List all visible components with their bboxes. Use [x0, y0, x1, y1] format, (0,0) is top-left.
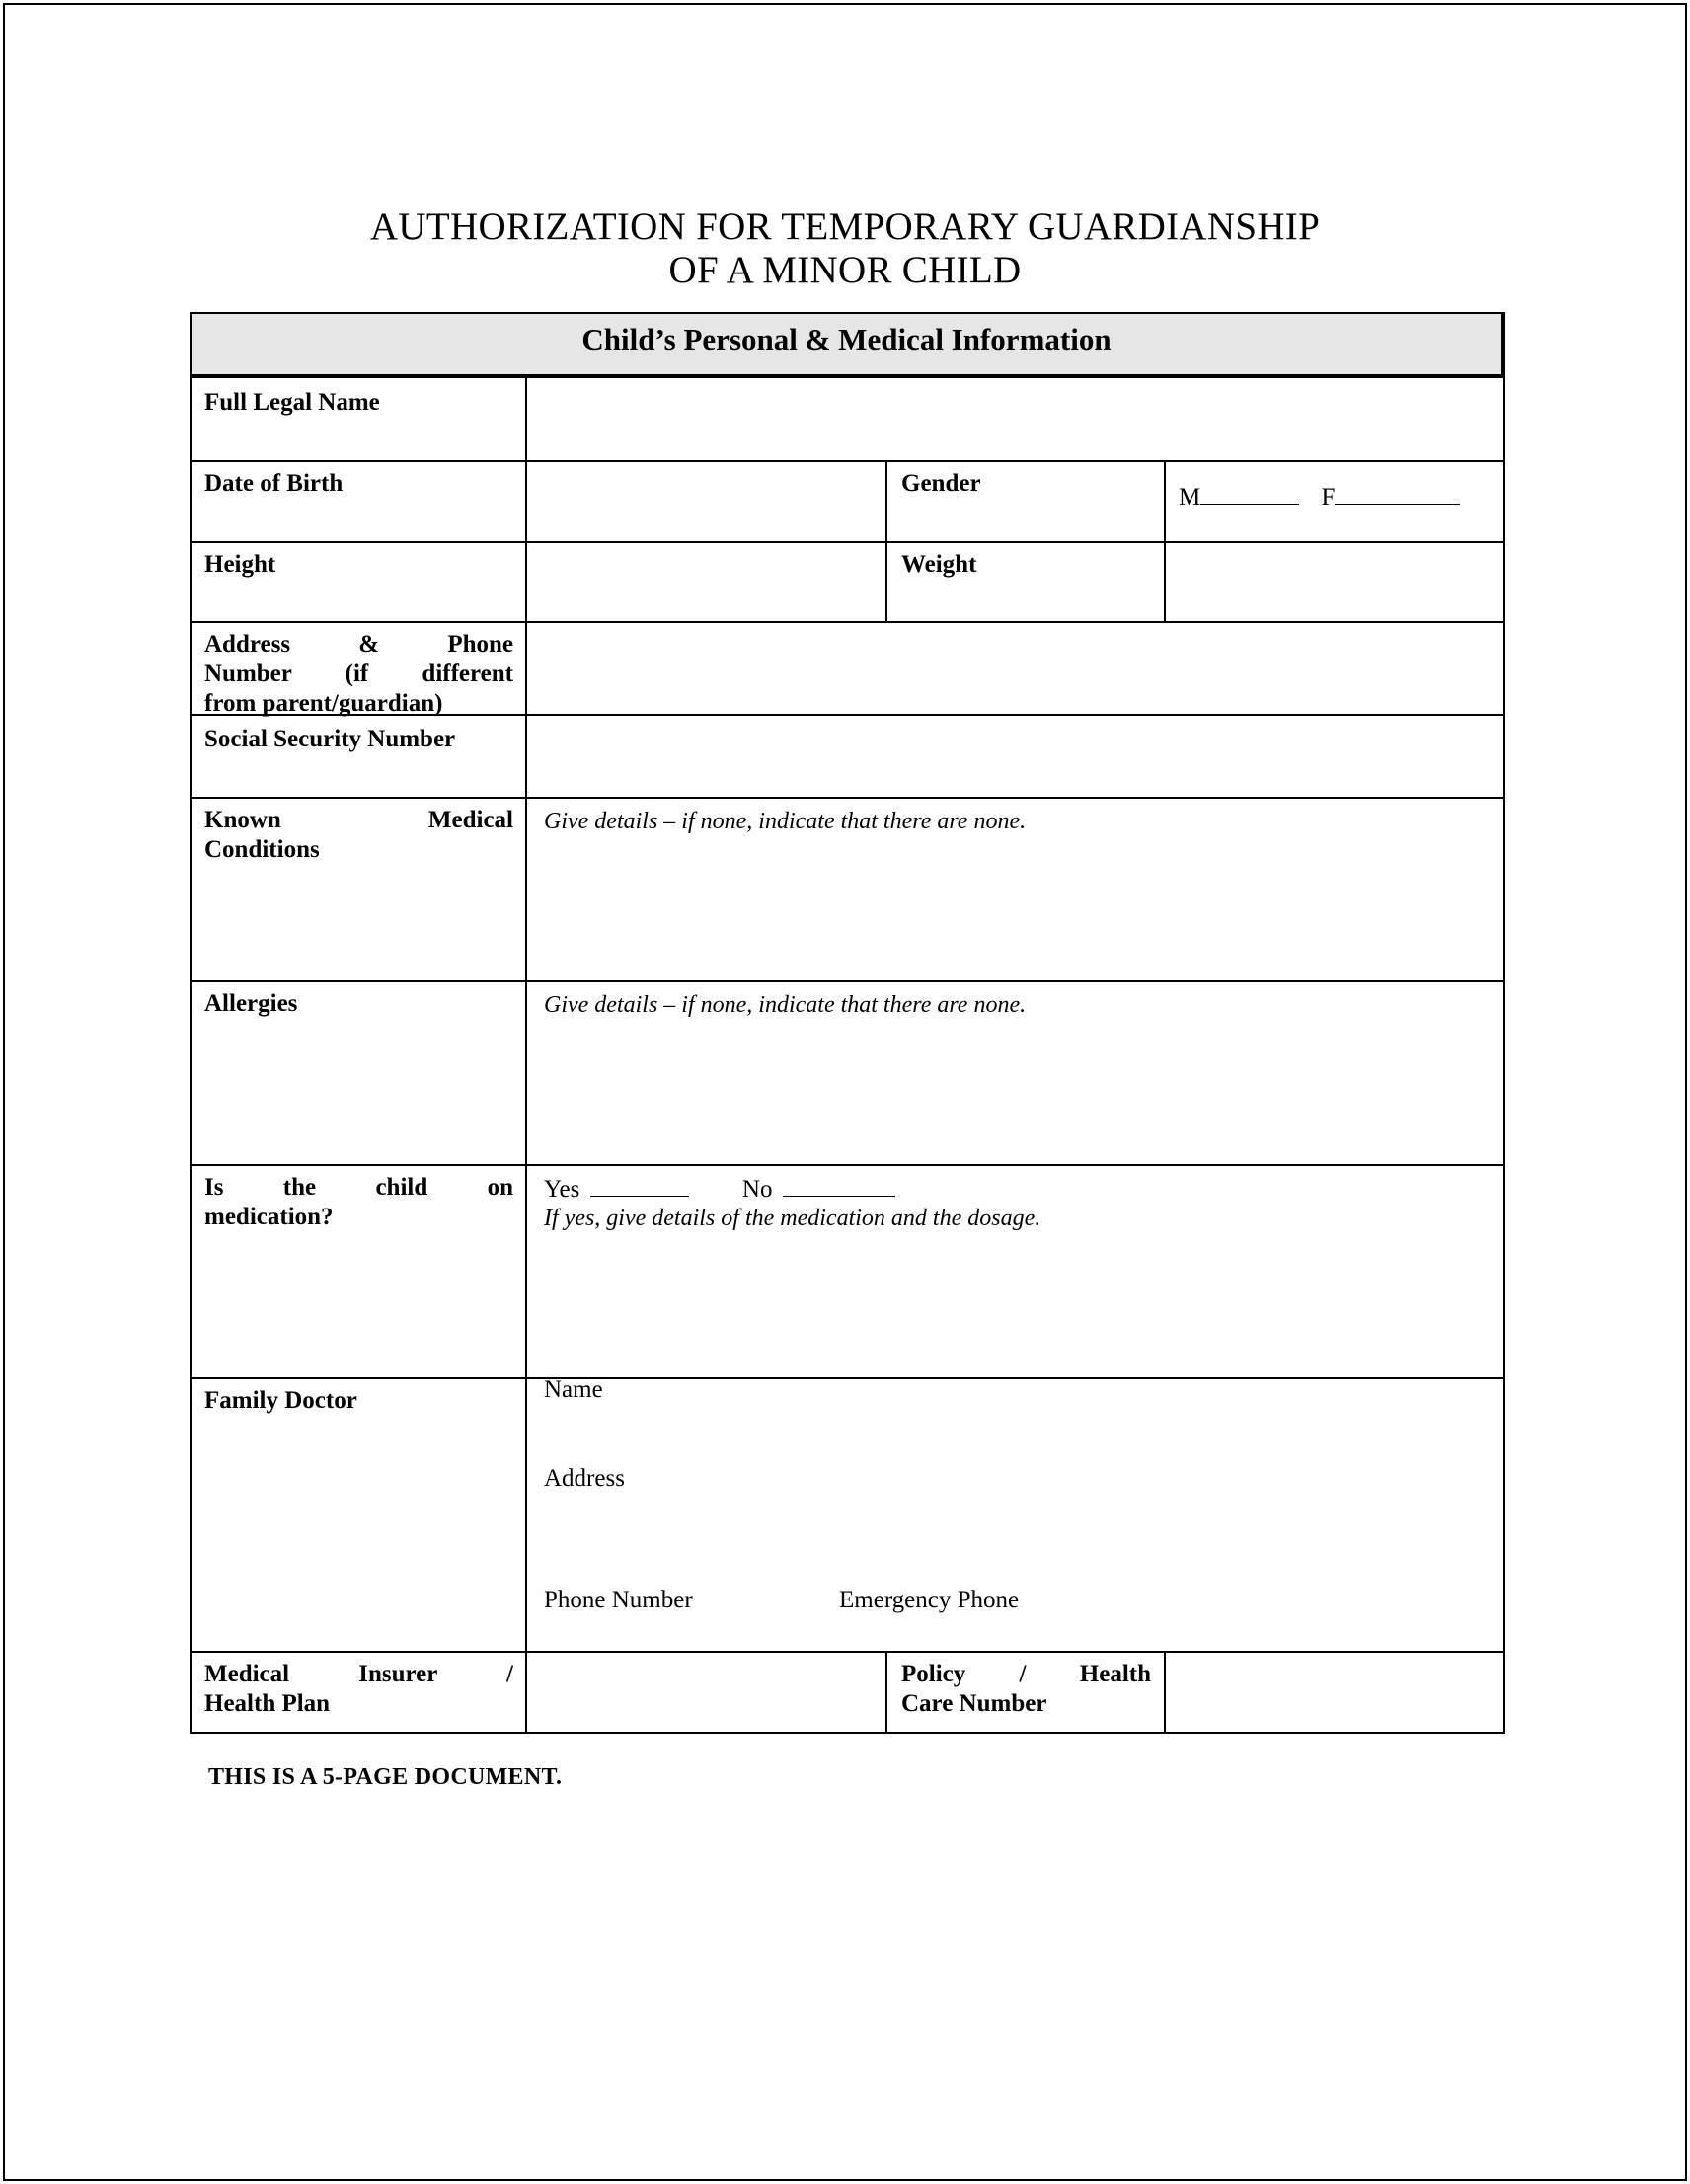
medication-no-blank[interactable] [783, 1174, 895, 1197]
medication-yes-label: Yes [544, 1176, 580, 1203]
address-phone-field[interactable] [527, 623, 1503, 714]
document-title-line-1: AUTHORIZATION FOR TEMPORARY GUARDIANSHIP [369, 205, 1321, 248]
allergies-field[interactable] [527, 982, 1503, 1164]
height-field[interactable] [527, 543, 885, 621]
allergies-label: Allergies [204, 990, 298, 1017]
gender-label: Gender [901, 470, 981, 497]
address-phone-label: Address & Phone Number (if different from parent/guardian) [204, 631, 513, 717]
doctor-emergency-phone-label: Emergency Phone [839, 1587, 1020, 1613]
height-label: Height [204, 551, 276, 578]
gender-f-label: F [1321, 484, 1336, 510]
medical-insurer-field[interactable] [527, 1653, 885, 1732]
weight-label: Weight [901, 551, 977, 578]
gender-m-blank[interactable] [1200, 482, 1299, 505]
medication-field[interactable] [527, 1166, 1503, 1377]
family-doctor-label: Family Doctor [204, 1387, 357, 1414]
medical-conditions-field[interactable] [527, 799, 1503, 980]
doctor-address-label: Address [544, 1465, 625, 1492]
ssn-field[interactable] [527, 716, 1503, 797]
full-legal-name-field[interactable] [527, 380, 1503, 460]
date-of-birth-label: Date of Birth [204, 470, 344, 497]
child-information-table [190, 312, 1505, 1734]
ssn-label: Social Security Number [204, 726, 456, 752]
document-page [3, 3, 1687, 2181]
medication-no-label: No [741, 1176, 773, 1203]
policy-number-field[interactable] [1166, 1653, 1503, 1732]
policy-number-label: Policy / Health Care Number [901, 1661, 1151, 1717]
medication-details-hint: If yes, give details of the medication and the dosage. [544, 1206, 1041, 1231]
gender-options [1179, 482, 1495, 512]
medical-insurer-label: Medical Insurer / Health Plan [204, 1661, 513, 1717]
table-left-border [190, 378, 192, 1734]
gender-m-label: M [1179, 484, 1201, 510]
full-legal-name-label: Full Legal Name [204, 389, 380, 416]
date-of-birth-field[interactable] [527, 462, 885, 541]
page-count-note: THIS IS A 5-PAGE DOCUMENT. [208, 1764, 563, 1790]
medication-yes-blank[interactable] [590, 1174, 689, 1197]
doctor-name-label: Name [544, 1376, 603, 1403]
gender-f-blank[interactable] [1335, 482, 1460, 505]
allergies-hint: Give details – if none, indicate that there are none. [544, 992, 1027, 1018]
document-title-line-2: OF A MINOR CHILD [668, 249, 1022, 291]
medication-label: Is the child on medication? [204, 1174, 513, 1230]
section-header: Child’s Personal & Medical Information [190, 312, 1505, 378]
table-right-border [1503, 378, 1505, 1734]
medical-conditions-label: Known Medical Conditions [204, 807, 513, 863]
doctor-phone-label: Phone Number [544, 1587, 693, 1613]
medication-yes-no [544, 1174, 1503, 1205]
weight-field[interactable] [1166, 543, 1503, 621]
table-bottom-border [190, 1732, 1505, 1734]
medical-conditions-hint: Give details – if none, indicate that there are none. [544, 809, 1027, 834]
